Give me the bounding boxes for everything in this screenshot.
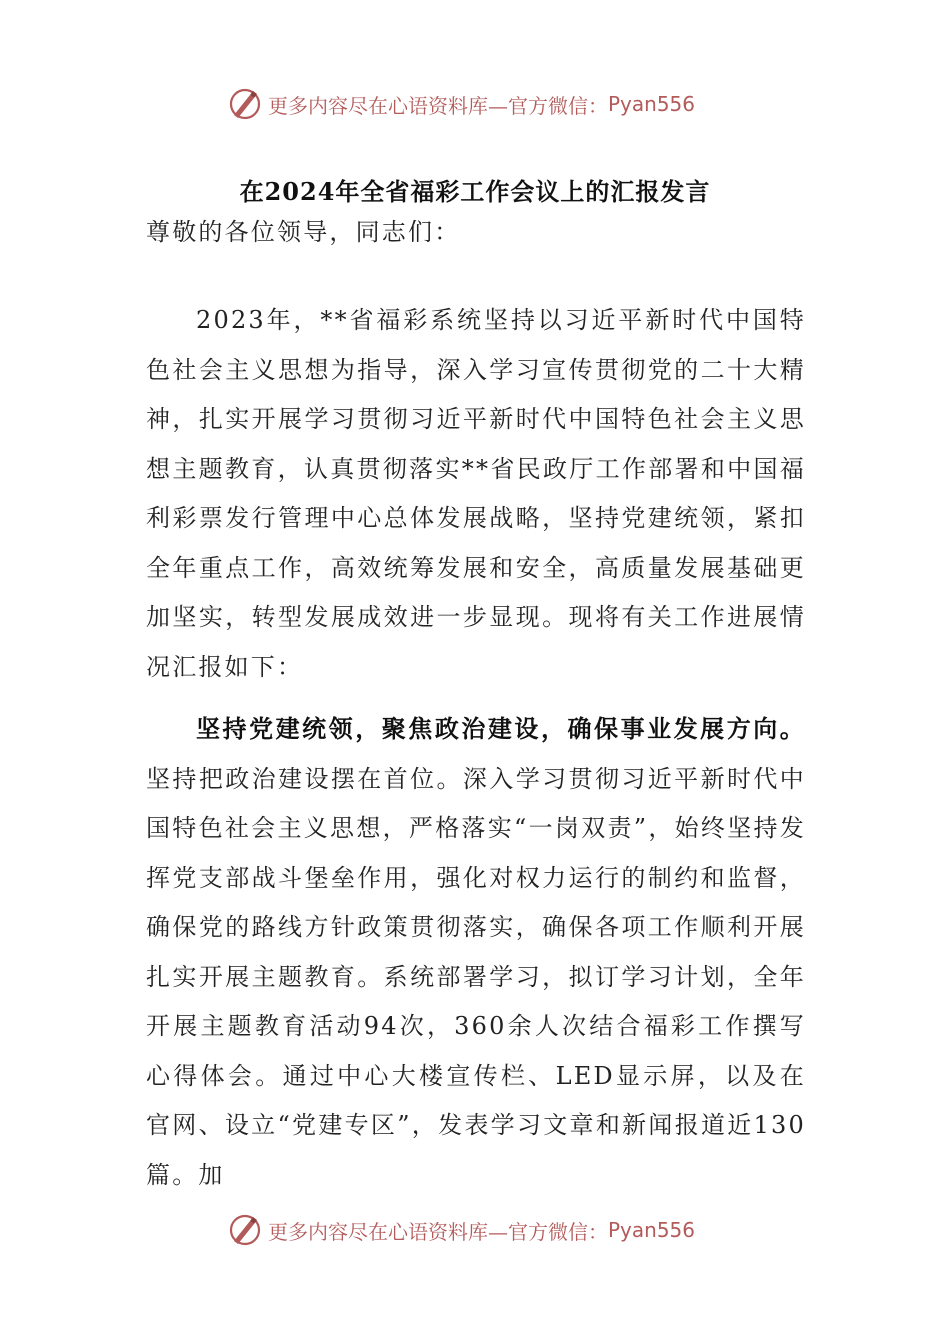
greeting: 尊敬的各位领导，同志们：: [146, 218, 461, 246]
footer-banner[interactable]: [228, 1212, 728, 1248]
banner-wechat-id: Pyan556: [608, 92, 696, 116]
paragraph-lead-heading: 坚持党建统领，聚焦政治建设，确保事业发展方向。: [196, 714, 806, 743]
paragraph-party-building: [146, 704, 806, 1200]
banner-text: 更多内容尽在心语资料库—官方微信：: [268, 93, 608, 118]
banner-text: 更多内容尽在心语资料库—官方微信：: [268, 1219, 608, 1244]
header-banner[interactable]: [228, 86, 728, 122]
paragraph-intro: 2023年，**省福彩系统坚持以习近平新时代中国特色社会主义思想为指导，深入学习宣传贯彻党的二十大精神，扎实开展学习贯彻习近平新时代中国特色社会主义思想主题教育，认真贯彻落实**省民政厅工作部署和中国福利彩票发行管理中心总体发展战略，坚持党建统领，紧扣全年重点工作，高效统筹发展和安全，高质量发展基础更加坚实，转型发展成效进一步显现。现将有关工作进展情况汇报如下：: [146, 306, 806, 681]
paragraph-body: 坚持把政治建设摆在首位。深入学习贯彻习近平新时代中国特色社会主义思想，严格落实“一岗双责”，始终坚持发挥党支部战斗堡垒作用，强化对权力运行的制约和监督，确保党的路线方针政策贯彻落实，确保各项工作顺利开展扎实开展主题教育。系统部署学习，拟订学习计划，全年开展主题教育活动94次，360余人次结合福彩工作撰写心得体会。通过中心大楼宣传栏、LED显示屏，以及在官网、设立“党建专区”，发表学习文章和新闻报道近130篇。加: [146, 764, 806, 1189]
document-title: 在2024年全省福彩工作会议上的汇报发言: [239, 177, 711, 206]
pen-logo-icon: [228, 1213, 262, 1247]
pen-logo-icon: [228, 87, 262, 121]
banner-wechat-id: Pyan556: [608, 1218, 696, 1242]
